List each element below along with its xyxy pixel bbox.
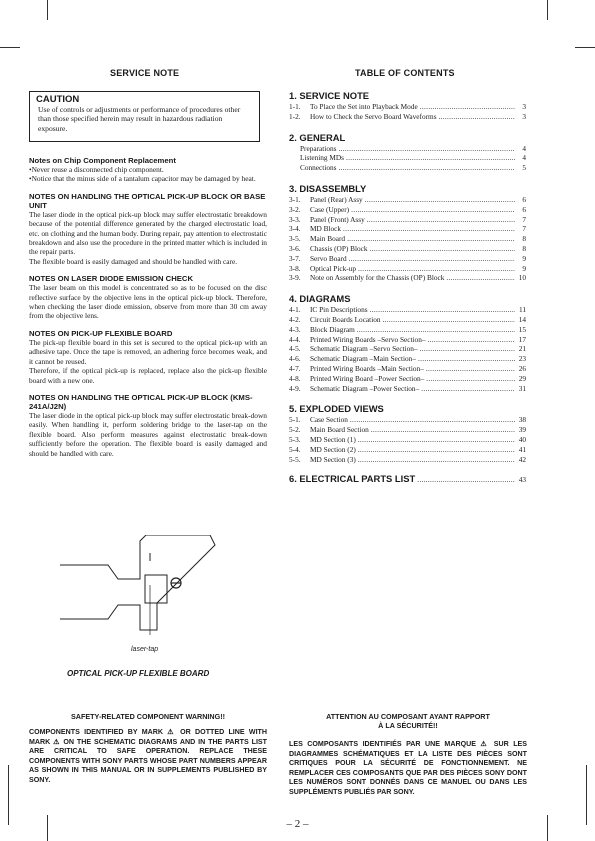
toc-entry-label: To Place the Set into Playback Mode <box>310 102 418 111</box>
figure-caption: OPTICAL PICK-UP FLEXIBLE BOARD <box>67 669 210 678</box>
toc-entry[interactable] <box>289 315 526 325</box>
caution-box <box>29 91 260 142</box>
toc-section <box>289 183 526 283</box>
toc-entry-page: 6 <box>522 204 526 214</box>
toc-entry-label: Optical Pick-up <box>310 263 357 273</box>
toc-entry-label: Schematic Diagram –Servo Section– <box>310 344 418 354</box>
toc-entry[interactable] <box>289 205 526 215</box>
toc-entry-number: 3-6. <box>289 243 301 253</box>
table-of-contents <box>289 90 526 485</box>
toc-leader-dots <box>367 215 515 225</box>
toc-electrical-heading: 6. ELECTRICAL PARTS LIST <box>289 473 416 485</box>
toc-entry[interactable] <box>289 102 526 112</box>
toc-leader-dots <box>338 163 515 173</box>
chip-bullet: •Never reuse a disconnected chip component. <box>29 165 164 174</box>
toc-section <box>289 90 526 122</box>
toc-leader-dots <box>358 435 515 445</box>
toc-entry[interactable] <box>289 305 526 315</box>
toc-entry[interactable] <box>289 215 526 225</box>
french-warning-text: LES COMPOSANTS IDENTIFIÉS PAR UNE MARQUE ⚠ SUR LES DIAGRAMMES SCHÉMATIQUES ET LA LISTE DES PIÈCES SONT CRITIQUES POUR LA SÉCURITÉ DE FONCTIONNEMENT. NE REMPLACER CES COMPOSANTS QUE PAR DES PIÈCES SONY DONT LES NUMÉROS SONT DONNÉS DANS CE MANUEL OU DANS LES SUPPLÉMENTS PUBLIÉS PAR SONY. <box>289 740 527 796</box>
toc-entry-number: 3-4. <box>289 224 301 234</box>
toc-entry[interactable] <box>289 325 526 335</box>
toc-section <box>289 403 526 464</box>
french-warning-title-line1: ATTENTION AU COMPOSANT AYANT RAPPORT <box>326 712 490 721</box>
pickup-text-2: The flexible board is easily damaged and should be handled with care. <box>29 256 238 266</box>
toc-entry-number: 3-3. <box>289 214 301 224</box>
toc-entry-label: Block Diagram <box>310 324 355 334</box>
safety-warning-text: COMPONENTS IDENTIFIED BY MARK ⚠ OR DOTTED LINE WITH MARK ⚠ ON THE SCHEMATIC DIAGRAMS AND IN THE PARTS LIST ARE CRITICAL TO SAFE OPERATION. REPLACE THESE COMPONENTS WITH SONY PARTS WHOSE PART NUMBERS APPEAR AS SHOWN IN THIS MANUAL OR IN SUPPLEMENTS PUBLISHED BY SONY. <box>29 728 267 784</box>
toc-entry[interactable] <box>289 425 526 435</box>
toc-entry-page: 39 <box>518 425 526 435</box>
toc-entry-number: 3-5. <box>289 234 301 244</box>
toc-leader-dots <box>343 224 515 234</box>
kms-text: The laser diode in the optical pick-up block may suffer electrostatic break-down easily. When handling it, perform soldering bridge to the laser-tap on the flexible board. Also perform measures against electrostatic break-down sufficiently before the operation. The flexible board is easily damaged and should be handled with care. <box>29 410 267 458</box>
toc-entry[interactable] <box>289 374 526 384</box>
flex-text-2: Therefore, if the optical pick-up is replaced, replace also the pick-up flexible board with a new one. <box>29 366 267 385</box>
toc-leader-dots <box>371 425 515 435</box>
toc-entry[interactable] <box>289 445 526 455</box>
toc-leader-dots <box>357 325 515 335</box>
toc-entry-number: 3-9. <box>289 273 301 283</box>
toc-entry-label: Case Section <box>310 415 348 425</box>
toc-entry-page: 9 <box>522 263 526 273</box>
toc-entry-page: 29 <box>518 373 526 383</box>
toc-title: TABLE OF CONTENTS <box>355 68 455 78</box>
toc-entry-number: 5-5. <box>289 454 301 464</box>
caution-title: CAUTION <box>36 94 80 105</box>
toc-entry-number: 4-7. <box>289 363 301 373</box>
toc-entry-page: 11 <box>518 305 526 315</box>
french-warning-title <box>289 712 527 730</box>
toc-entry-page: 17 <box>518 334 526 344</box>
chip-bullet: •Notice that the minus side of a tantalum capacitor may be damaged by heat. <box>29 174 256 184</box>
toc-section-heading: 3. DISASSEMBLY <box>289 182 367 194</box>
toc-entry-number: 4-9. <box>289 383 301 393</box>
kms-heading: NOTES ON HANDLING THE OPTICAL PICK-UP BLOCK (KMS-241A/J2N) <box>29 392 253 411</box>
toc-entry[interactable] <box>289 354 526 364</box>
toc-entry[interactable] <box>289 335 526 345</box>
toc-entry-number: 1-2. <box>289 111 301 121</box>
toc-entry[interactable] <box>289 264 526 274</box>
toc-entry-page: 5 <box>522 163 526 173</box>
toc-entry-number: 5-1. <box>289 415 301 425</box>
toc-entry[interactable] <box>289 435 526 445</box>
toc-entry[interactable] <box>289 153 526 163</box>
toc-entry-page: 4 <box>522 143 526 153</box>
toc-entry-number: 4-8. <box>289 373 301 383</box>
toc-entry-number: 5-3. <box>289 434 301 444</box>
toc-entry-number: 5-2. <box>289 425 301 435</box>
toc-entry-page: 38 <box>518 415 526 425</box>
toc-entry[interactable] <box>289 415 526 425</box>
toc-entry-number: 4-6. <box>289 354 301 364</box>
toc-entry[interactable] <box>289 144 526 154</box>
crop-mark-top-right-v <box>547 0 548 20</box>
toc-entry-number: 1-1. <box>289 102 301 111</box>
toc-entry-page: 9 <box>522 253 526 263</box>
toc-entry-number: 4-5. <box>289 344 301 354</box>
toc-entry-label: Panel (Rear) Assy <box>310 194 363 204</box>
toc-section-heading: 2. GENERAL <box>289 131 346 143</box>
toc-entry-page: 8 <box>522 243 526 253</box>
toc-leader-dots <box>370 244 515 254</box>
toc-entry-page: 21 <box>518 344 526 354</box>
toc-entry-number: 3-2. <box>289 204 301 214</box>
toc-entry-label: How to Check the Servo Board Waveforms <box>310 111 437 121</box>
toc-entry-label: Case (Upper) <box>310 204 350 214</box>
toc-leader-dots <box>428 335 516 345</box>
toc-section-heading: 1. SERVICE NOTE <box>289 90 370 101</box>
toc-electrical-parts-entry[interactable] <box>289 474 526 485</box>
toc-leader-dots <box>338 144 515 154</box>
toc-entry[interactable] <box>289 234 526 244</box>
toc-entry-page: 31 <box>518 383 526 393</box>
crop-mark-left-mid <box>8 765 9 825</box>
toc-leader-dots <box>420 102 515 112</box>
toc-entry-page: 43 <box>518 475 526 485</box>
toc-entry-label: Preparations <box>300 143 337 153</box>
flexible-board-figure <box>60 535 260 675</box>
service-notes-body <box>29 156 267 458</box>
toc-entry[interactable] <box>289 344 526 354</box>
toc-section <box>289 132 526 173</box>
toc-entry-page: 14 <box>518 314 526 324</box>
toc-leader-dots <box>365 195 515 205</box>
toc-entry-page: 23 <box>518 354 526 364</box>
toc-entry[interactable] <box>289 244 526 254</box>
toc-section-heading: 4. DIAGRAMS <box>289 293 351 305</box>
crop-mark-right-mid <box>586 765 587 825</box>
toc-entry-label: MD Section (2) <box>310 444 356 454</box>
toc-leader-dots <box>349 254 515 264</box>
toc-leader-dots <box>446 273 515 283</box>
caution-text: Use of controls or adjustments or performance of procedures other than those specified herein may result in hazardous radiation exposure. <box>38 105 241 133</box>
laser-tap-icon <box>171 578 181 588</box>
toc-entry-page: 26 <box>518 363 526 373</box>
toc-entry-label: MD Section (1) <box>310 434 356 444</box>
toc-entry-number: 4-1. <box>289 305 301 315</box>
laser-heading: NOTES ON LASER DIODE EMISSION CHECK <box>29 274 194 284</box>
toc-entry-page: 8 <box>522 234 526 244</box>
toc-entry-label: Main Board <box>310 234 346 244</box>
toc-entry-label: Listening MDs <box>300 153 344 163</box>
toc-entry-page: 3 <box>522 102 526 111</box>
toc-entry-label: MD Block <box>310 224 342 234</box>
toc-entry-page: 7 <box>522 214 526 224</box>
toc-entry-label: Printed Wiring Boards –Main Section– <box>310 363 424 373</box>
toc-leader-dots <box>358 455 515 465</box>
french-warning-title-line2: À LA SÉCURITÉ!! <box>378 721 438 730</box>
toc-entry-label: Note on Assembly for the Chassis (OP) Block <box>310 273 445 283</box>
toc-leader-dots <box>351 205 515 215</box>
toc-entry-page: 6 <box>522 194 526 204</box>
toc-entry-page: 10 <box>518 273 526 283</box>
chip-heading: Notes on Chip Component Replacement <box>29 156 176 165</box>
toc-entry-page: 15 <box>518 324 526 334</box>
toc-entry-label: Schematic Diagram –Main Section– <box>310 354 416 364</box>
crop-mark-top-left <box>0 47 20 48</box>
toc-leader-dots <box>370 305 515 315</box>
toc-entry-label: Printed Wiring Board –Power Section– <box>310 373 425 383</box>
toc-section <box>289 293 526 393</box>
toc-entry-number: 5-4. <box>289 444 301 454</box>
toc-entry-page: 7 <box>522 224 526 234</box>
toc-leader-dots <box>421 384 515 394</box>
flex-text: The pick-up flexible board in this set is secured to the optical pick-up with an adhesive tape. Once the tape is removed, an adhering force becomes weak, and it cannot be reused. <box>29 337 267 366</box>
toc-leader-dots <box>358 264 515 274</box>
toc-entry-page: 42 <box>518 454 526 464</box>
toc-entry-number: 3-8. <box>289 263 301 273</box>
toc-leader-dots <box>350 415 515 425</box>
toc-leader-dots <box>346 153 515 163</box>
toc-entry-number: 4-3. <box>289 324 301 334</box>
toc-entry-label: Circuit Boards Location <box>310 314 381 324</box>
toc-entry-label: Panel (Front) Assy <box>310 214 365 224</box>
crop-mark-top-right <box>575 47 595 48</box>
page-number: – 2 – <box>286 818 309 830</box>
toc-leader-dots <box>420 344 515 354</box>
toc-entry-label: IC Pin Descriptions <box>310 305 368 315</box>
toc-entry-number: 4-2. <box>289 314 301 324</box>
laser-tap-label: laser-tap <box>131 646 159 653</box>
toc-entry-page: 41 <box>518 444 526 454</box>
toc-entry[interactable] <box>289 195 526 205</box>
toc-entry[interactable] <box>289 455 526 465</box>
toc-leader-dots <box>426 374 515 384</box>
toc-leader-dots <box>358 445 515 455</box>
toc-entry[interactable] <box>289 254 526 264</box>
toc-entry[interactable] <box>289 384 526 394</box>
toc-entry-page: 40 <box>518 434 526 444</box>
toc-entry-label: Schematic Diagram –Power Section– <box>310 383 420 393</box>
pickup-text: The laser diode in the optical pick-up block may suffer electrostatic breakdown because of the potential difference generated by the charged electrostatic load, etc. on clothing and the human body. During repair, pay attention to electrostatic breakdown and also use the procedure in the printed matter which is included in the repair parts. <box>29 209 267 257</box>
toc-leader-dots <box>426 364 515 374</box>
pickup-heading: NOTES ON HANDLING THE OPTICAL PICK-UP BLOCK OR BASE UNIT <box>29 191 266 210</box>
toc-entry-page: 3 <box>522 111 526 121</box>
flex-heading: NOTES ON PICK-UP FLEXIBLE BOARD <box>29 328 173 338</box>
toc-section-heading: 5. EXPLODED VIEWS <box>289 403 384 415</box>
toc-entry-label: Servo Board <box>310 253 347 263</box>
toc-entry[interactable] <box>289 163 526 173</box>
toc-entry-label: Connections <box>300 163 337 173</box>
toc-entry[interactable] <box>289 364 526 374</box>
toc-entry-page: 4 <box>522 153 526 163</box>
toc-leader-dots <box>417 475 515 485</box>
toc-entry-label: Main Board Section <box>310 425 369 435</box>
toc-entry[interactable] <box>289 224 526 234</box>
toc-entry-label: Chassis (OP) Block <box>310 243 368 253</box>
toc-leader-dots <box>347 234 515 244</box>
toc-entry-label: Printed Wiring Boards –Servo Section– <box>310 334 426 344</box>
laser-text: The laser beam on this model is concentrated so as to be focused on the disc reflective surface by the objective lens in the optical pick-up block. Therefore, when checking the laser diode emission, observe from more than 30 cm away from the objective lens. <box>29 283 267 321</box>
toc-leader-dots <box>383 315 515 325</box>
toc-entry-number: 4-4. <box>289 334 301 344</box>
toc-entry-number: 3-1. <box>289 194 301 204</box>
toc-leader-dots <box>418 354 515 364</box>
toc-entry[interactable] <box>289 273 526 283</box>
safety-warning-title: SAFETY-RELATED COMPONENT WARNING!! <box>71 712 225 721</box>
toc-leader-dots <box>439 112 515 122</box>
crop-mark-top-left-v <box>47 0 48 20</box>
service-note-title: SERVICE NOTE <box>110 68 180 78</box>
toc-entry-number: 3-7. <box>289 253 301 263</box>
toc-entry-label: MD Section (3) <box>310 454 356 464</box>
toc-entry[interactable] <box>289 112 526 122</box>
